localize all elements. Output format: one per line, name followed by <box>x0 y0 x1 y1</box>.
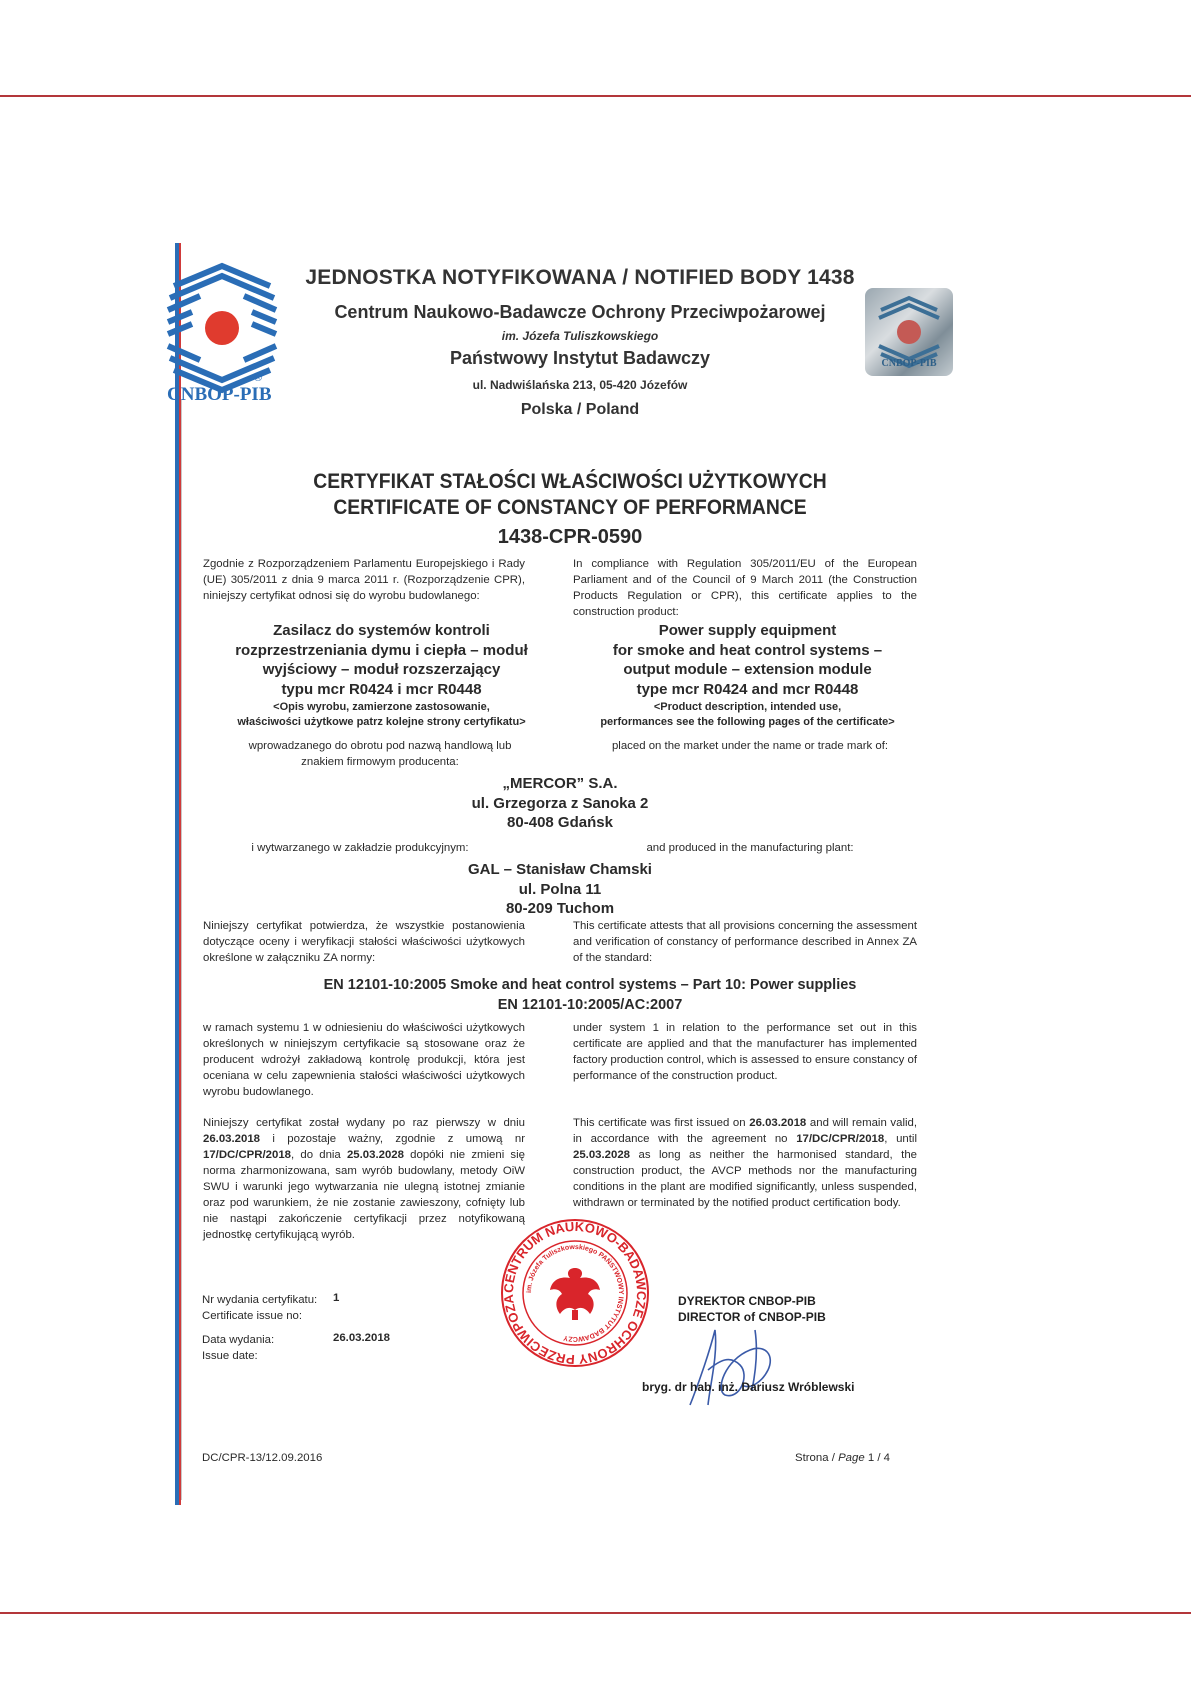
stamp-icon <box>500 1218 650 1368</box>
hologram-text: CNBOP-PIB <box>881 358 937 369</box>
placed-pl: wprowadzanego do obrotu pod nazwą handlową lub znakiem firmowym producenta: <box>248 740 512 768</box>
validity-en-date1: 26.03.2018 <box>749 1117 807 1129</box>
placed-en: placed on the market under the name or trade mark of: <box>611 740 889 752</box>
system-pl: w ramach systemu 1 w odniesieniu do właściwości użytkowych określonych w niniejszym certyfikacie są stosowane oraz że producent wdrożył zakładową kontrolę produkcji, która jest oceniana w celu zapewnienia stałości właściwości użytkowych wyrobu budowlanego. <box>203 1022 525 1098</box>
system-en: under system 1 in relation to the performance set out in this certificate are applied and that the manufacturer has implemented factory production control, which is assessed to ensure constancy of performance of the construction product. <box>573 1022 917 1082</box>
validity-en-date2: 25.03.2028 <box>573 1149 631 1161</box>
issue-no-label-en: Certificate issue no: <box>202 1310 303 1322</box>
stamp-outer-text: CENTRUM NAUKOWO-BADAWCZE OCHRONY PRZECIWPOŻA <box>500 1218 650 1368</box>
manufacturer-street: ul. Grzegorza z Sanoka 2 <box>471 794 649 812</box>
plant-name: GAL – Stanisław Chamski <box>468 861 652 878</box>
institute-country: Polska / Poland <box>520 401 640 418</box>
produced-en: and produced in the manufacturing plant: <box>646 842 854 854</box>
product-note-en <box>575 700 920 730</box>
handwritten-signature <box>680 1310 810 1410</box>
page-count: 1 / 4 <box>864 1452 891 1464</box>
validity-en-text: This certificate was first issued on <box>573 1117 750 1129</box>
product-pl-line: wyjściowy – moduł rozszerzający <box>262 661 501 678</box>
validity-pl-text: i pozostaje ważny, zgodnie z umową nr <box>260 1133 525 1145</box>
attests-pl: Niniejszy certyfikat potwierdza, że wszystkie postanowienia dotyczące oceny i weryfikacji stałości właściwości użytkowych określone w załączniku ZA normy: <box>203 920 525 964</box>
validity-pl <box>203 1115 525 1243</box>
product-note-en-line: <Product description, intended use, <box>653 701 842 713</box>
registered-mark: ® <box>254 372 263 384</box>
intro-en: In compliance with Regulation 305/2011/EU of the European Parliament and of the Council of 9 March 2011 (the Construction Products Regulation or CPR), this certificate applies to the construction product: <box>573 558 917 618</box>
signatory-title-en: DIRECTOR of CNBOP-PIB <box>678 1310 826 1324</box>
intro-pl: Zgodnie z Rozporządzeniem Parlamentu Europejskiego i Rady (UE) 305/2011 z dnia 9 marca 2011 r. (Rozporządzenie CPR), niniejszy certyfikat odnosi się do wyrobu budowlanego: <box>203 558 525 602</box>
issue-no-label-pl: Nr wydania certyfikatu: <box>202 1294 318 1306</box>
validity-pl-date1: 26.03.2018 <box>203 1133 261 1145</box>
left-grey-bar <box>181 400 182 1500</box>
standard-line1: EN 12101-10:2005 Smoke and heat control systems – Part 10: Power supplies <box>323 977 857 993</box>
validity-en-text: , until <box>884 1133 917 1145</box>
product-pl-line: Zasilacz do systemów kontroli <box>273 622 490 639</box>
manufacturer-city: 80-408 Gdańsk <box>507 814 613 831</box>
cnbop-logo <box>162 262 282 412</box>
standard-line2: EN 12101-10:2005/AC:2007 <box>497 996 683 1013</box>
bottom-rule <box>0 1612 1191 1614</box>
validity-en-text: and will remain valid, in accordance with the agreement no <box>573 1117 918 1145</box>
issue-no-label <box>202 1292 317 1324</box>
validity-pl-date2: 25.03.2028 <box>346 1149 404 1161</box>
issue-date-value: 26.03.2018 <box>333 1332 391 1344</box>
logo-text: CNBOP-PIB <box>167 384 272 405</box>
product-note-pl-line: <Opis wyrobu, zamierzone zastosowanie, <box>273 701 490 713</box>
product-pl <box>203 621 560 699</box>
validity-pl-text: dopóki nie zmieni się norma zharmonizowana, sam wyrób budowlany, metody OiW SWU i warunki jego wytwarzania nie ulegną istotnej zmianie oraz pod warunkiem, że nie zostanie zawieszony, cofnięty lub nie nastąpi zakończenie certyfikacji przez notyfikowaną jednostkę certyfikującą wyrób. <box>203 1149 525 1241</box>
product-pl-line: typu mcr R0424 i mcr R0448 <box>281 680 482 698</box>
page-label-en: Page <box>838 1452 865 1464</box>
certificate-number: 1438-CPR-0590 <box>497 526 643 548</box>
product-pl-line: rozprzestrzeniania dymu i ciepła – moduł <box>235 641 528 659</box>
validity-pl-agreement: 17/DC/CPR/2018 <box>203 1149 292 1161</box>
manufacturer-address <box>380 774 740 833</box>
produced-pl: i wytwarzanego w zakładzie produkcyjnym: <box>251 842 469 854</box>
validity-en <box>573 1115 917 1211</box>
page-number <box>795 1452 890 1464</box>
stamp-inner-text: im. Józefa Tuliszkowskiego PAŃSTWOWY INSTYTUT BADAWCZY <box>525 1243 625 1343</box>
institute-address: ul. Nadwiślańska 213, 05-420 Józefów <box>472 378 688 392</box>
validity-en-text: as long as neither the harmonised standard, the construction product, the AVCP methods nor the manufacturing conditions in the plant are modified significantly, unless suspended, withdrawn or terminated by the notified product certification body. <box>573 1149 917 1209</box>
product-en-line: Power supply equipment <box>658 622 837 639</box>
plant-street: ul. Polna 11 <box>518 880 602 898</box>
product-note-pl-line: właściwości użytkowe patrz kolejne strony certyfikatu> <box>237 716 526 728</box>
plant-address <box>380 860 740 919</box>
validity-pl-text: Niniejszy certyfikat został wydany po raz pierwszy w dniu <box>203 1117 525 1129</box>
page-label-pl: Strona / <box>795 1452 839 1464</box>
validity-en-agreement: 17/DC/CPR/2018 <box>796 1133 885 1145</box>
official-stamp <box>500 1218 650 1368</box>
signatory-name: bryg. dr hab. inż. Dariusz Wróblewski <box>642 1380 855 1394</box>
notified-body: JEDNOSTKA NOTYFIKOWANA / NOTIFIED BODY 1438 <box>305 266 855 289</box>
institute-type: Państwowy Instytut Badawczy <box>449 348 711 368</box>
issue-no-value: 1 <box>333 1292 340 1304</box>
validity-pl-text: , do dnia <box>291 1149 347 1161</box>
product-note-en-line: performances see the following pages of the certificate> <box>600 716 895 728</box>
plant-city: 80-209 Tuchom <box>505 900 615 917</box>
institute-name: Centrum Naukowo-Badawcze Ochrony Przeciwpożarowej <box>334 302 826 322</box>
standard <box>220 976 960 1015</box>
top-rule <box>0 95 1191 97</box>
institute-patron: im. Józefa Tuliszkowskiego <box>501 329 659 343</box>
manufacturer-name: „MERCOR” S.A. <box>502 775 618 792</box>
product-en <box>575 621 920 699</box>
issue-date-label <box>202 1332 274 1364</box>
product-note-pl <box>203 700 560 730</box>
product-en-line: type mcr R0424 and mcr R0448 <box>636 680 859 698</box>
form-code: DC/CPR-13/12.09.2016 <box>202 1452 323 1464</box>
certificate-title-pl: CERTYFIKAT STAŁOŚCI WŁAŚCIWOŚCI UŻYTKOWYCH <box>313 470 827 493</box>
attests-en: This certificate attests that all provisions concerning the assessment and verification of constancy of performance described in Annex ZA of the standard: <box>573 920 917 964</box>
signatory-title-pl: DYREKTOR CNBOP-PIB <box>678 1294 816 1308</box>
issue-date-label-en: Issue date: <box>202 1350 258 1362</box>
product-en-line: output module – extension module <box>623 661 872 678</box>
issue-date-label-pl: Data wydania: <box>202 1334 275 1346</box>
product-en-line: for smoke and heat control systems – <box>612 641 883 659</box>
certificate-title-en: CERTIFICATE OF CONSTANCY OF PERFORMANCE <box>333 496 807 519</box>
hologram-seal <box>865 288 953 376</box>
